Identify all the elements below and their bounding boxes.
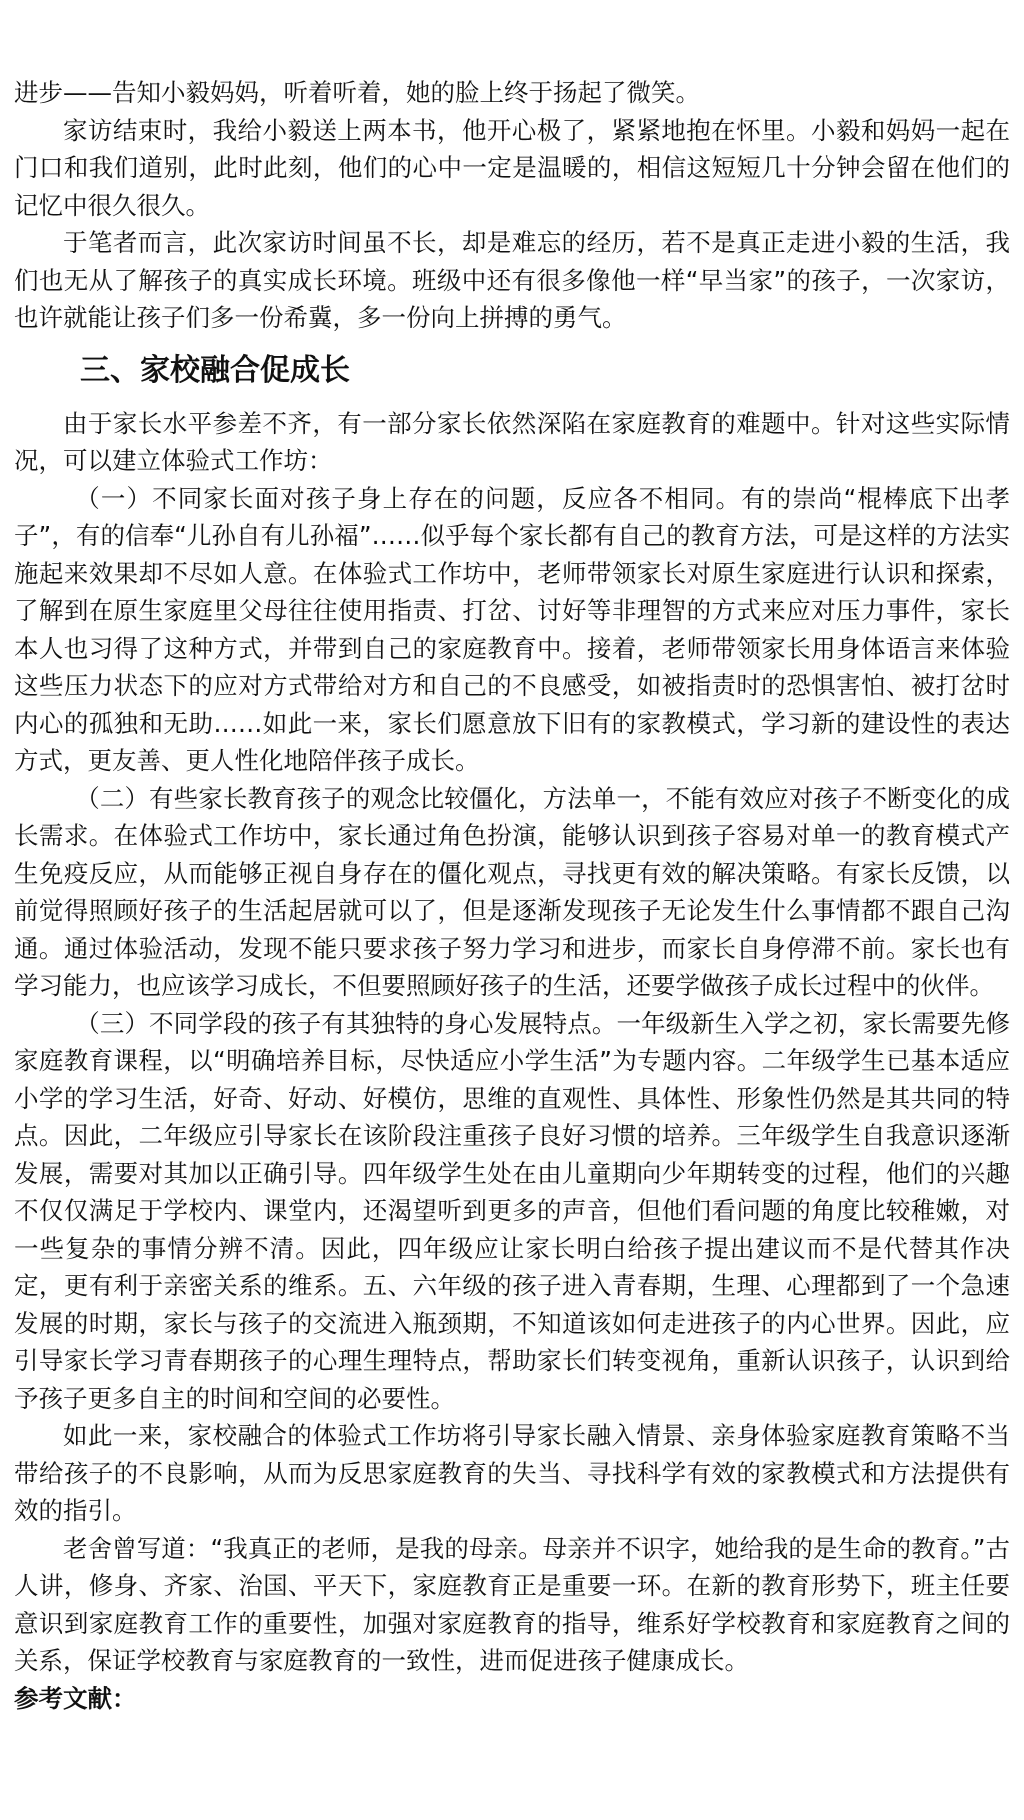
document-page (14, 74, 1010, 1717)
list-item-3: （三）不同学段的孩子有其独特的身心发展特点。一年级新生入学之初，家长需要先修家庭教育课程，以“明确培养目标，尽快适应小学生活”为专题内容。二年级学生已基本适应小学的学习生活，好奇、好动、好模仿，思维的直观性、具体性、形象性仍然是其共同的特点。因此，二年级应引导家长在该阶段注重孩子良好习惯的培养。三年级学生自我意识逐渐发展，需要对其加以正确引导。四年级学生处在由儿童期向少年期转变的过程，他们的兴趣不仅仅满足于学校内、课堂内，还渴望听到更多的声音，但他们看问题的角度比较稚嫩，对一些复杂的事情分辨不清。因此，四年级应让家长明白给孩子提出建议而不是代替其作决定，更有利于亲密关系的维系。五、六年级的孩子进入青春期，生理、心理都到了一个急速发展的时期，家长与孩子的交流进入瓶颈期，不知道该如何走进孩子的内心世界。因此，应引导家长学习青春期孩子的心理生理特点，帮助家长们转变视角，重新认识孩子，认识到给予孩子更多自主的时间和空间的必要性。 (14, 1008, 1010, 1413)
list-item-2: （二）有些家长教育孩子的观念比较僵化，方法单一，不能有效应对孩子不断变化的成长需求。在体验式工作坊中，家长通过角色扮演，能够认识到孩子容易对单一的教育模式产生免疫反应，从而能够正视自身存在的僵化观点，寻找更有效的解决策略。有家长反馈，以前觉得照顾好孩子的生活起居就可以了，但是逐渐发现孩子无论发生什么事情都不跟自己沟通。通过体验活动，发现不能只要求孩子努力学习和进步，而家长自身停滞不前。家长也有学习能力，也应该学习成长，不但要照顾好孩子的生活，还要学做孩子成长过程中的伙伴。 (14, 783, 1010, 1000)
paragraph-intro: 由于家长水平参差不齐，有一部分家长依然深陷在家庭教育的难题中。针对这些实际情况，可以建立体验式工作坊： (14, 408, 1010, 475)
paragraph-closing: 老舍曾写道：“我真正的老师，是我的母亲。母亲并不识字，她给我的是生命的教育。”古人讲，修身、齐家、治国、平天下，家庭教育正是重要一环。在新的教育形势下，班主任要意识到家庭教育工作的重要性，加强对家庭教育的指导，维系好学校教育和家庭教育之间的关系，保证学校教育与家庭教育的一致性，进而促进孩子健康成长。 (14, 1533, 1010, 1675)
list-item-1: （一）不同家长面对孩子身上存在的问题，反应各不相同。有的崇尚“棍棒底下出孝子”，有的信奉“儿孙自有儿孙福”……似乎每个家长都有自己的教育方法，可是这样的方法实施起来效果却不尽如人意。在体验式工作坊中，老师带领家长对原生家庭进行认识和探索，了解到在原生家庭里父母往往使用指责、打岔、讨好等非理智的方式来应对压力事件，家长本人也习得了这种方式，并带到自己的家庭教育中。接着，老师带领家长用身体语言来体验这些压力状态下的应对方式带给对方和自己的不良感受，如被指责时的恐惧害怕、被打岔时内心的孤独和无助……如此一来，家长们愿意放下旧有的家教模式，学习新的建设性的表达方式，更友善、更人性化地陪伴孩子成长。 (14, 483, 1010, 775)
paragraph-conclusion: 如此一来，家校融合的体验式工作坊将引导家长融入情景、亲身体验家庭教育策略不当带给孩子的不良影响，从而为反思家庭教育的失当、寻找科学有效的家教模式和方法提供有效的指引。 (14, 1421, 1010, 1525)
paragraph-author-reflection: 于笔者而言，此次家访时间虽不长，却是难忘的经历，若不是真正走进小毅的生活，我们也无从了解孩子的真实成长环境。班级中还有很多像他一样“早当家”的孩子，一次家访，也许就能让孩子们多一份希冀，多一份向上拼搏的勇气。 (14, 228, 1010, 332)
section-heading: 三、家校融合促成长 (80, 352, 350, 388)
paragraph-home-visit-end: 家访结束时，我给小毅送上两本书，他开心极了，紧紧地抱在怀里。小毅和妈妈一起在门口和我们道别，此时此刻，他们的心中一定是温暖的，相信这短短几十分钟会留在他们的记忆中很久很久。 (14, 115, 1010, 220)
paragraph-continuation: 进步——告知小毅妈妈，听着听着，她的脸上终于扬起了微笑。 (14, 78, 700, 107)
references-heading: 参考文献： (14, 1683, 137, 1713)
